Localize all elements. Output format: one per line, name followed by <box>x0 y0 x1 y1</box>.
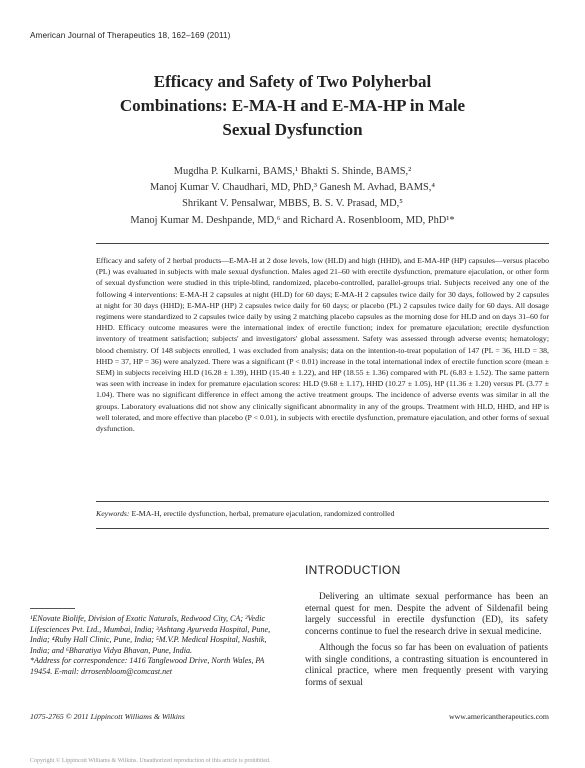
introduction-text <box>305 592 548 690</box>
author-line: Mugdha P. Kulkarni, BAMS,¹ Bhakti S. Shinde, BAMS,² <box>173 166 412 177</box>
section-heading: INTRODUCTION <box>305 563 401 577</box>
author-list <box>50 164 535 229</box>
affiliations-footnote <box>30 614 285 677</box>
footnote-rule <box>30 608 75 609</box>
intro-paragraph: Although the focus so far has been on evaluation of patients with single conditions, a contrasting situation is encountered in clinical practice, where men frequently present with varying forms of sexual <box>305 642 548 688</box>
download-notice: Copyright © Lippincott Williams & Wilkins. Unauthorized reproduction of this article is prohibited. <box>30 758 271 764</box>
abstract-bottom-rule <box>96 501 549 502</box>
copyright-footer: 1075-2765 © 2011 Lippincott Williams & Wilkins <box>30 712 185 721</box>
keywords-label: Keywords: <box>96 509 130 518</box>
author-line: Shrikant V. Pensalwar, MBBS, B. S. V. Prasad, MD,⁵ <box>182 198 403 210</box>
journal-website[interactable]: www.americantherapeutics.com <box>449 712 549 721</box>
correspondence: *Address for correspondence: 1416 Tanglewood Drive, North Wales, PA 19454. E-mail: drrosenbloom@comcast.net <box>30 656 265 676</box>
author-line: Manoj Kumar M. Deshpande, MD,⁶ and Richard A. Rosenbloom, MD, PhD¹* <box>130 214 455 226</box>
keywords <box>96 509 549 518</box>
journal-header: American Journal of Therapeutics 18, 162–169 (2011) <box>30 31 231 40</box>
title-line: Sexual Dysfunction <box>222 120 363 139</box>
affiliations: ¹ENovate Biolife, Division of Exotic Naturals, Redwood City, CA; ²Vedic Lifesciences Pvt. Ltd., Mumbai, India; ³Ashtang Ayurveda Hospital, Pune, India; ⁴Ruby Hall Clinic, Pune, India; ⁵M.V.P. Medical Hospital, Nashik, India; and ⁶Bharatiya Vidya Bhavan, Pune, India. <box>30 614 271 655</box>
abstract: Efficacy and safety of 2 herbal products—E-MA-H at 2 dose levels, low (HLD) and high (HHD), and E-MA-HP (HP) capsules—versus placebo (PL) was evaluated in subjects with male sexual dysfunction. Males aged 21–60 with erectile dysfunction, premature ejaculation, or other form of sexual dysfunction were studied in this triple-blind, randomized, placebo-controlled, parallel-groups trial. Subjects received any one of the following 4 interventions: E-MA-H 2 capsules at night (HLD) for 60 days; E-MA-H 2 capsules twice daily for 30 days, followed by 2 capsules at night for 30 days (HHD); E-MA-HP (HP) 2 capsules twice daily for 60 days; or placebo (PL) 2 capsules twice daily for 60 days. All dosage regimens were standardized to 2 capsules twice daily by using 2 matching placebo capsules as the morning dose for HLD and on days 31–60 for HHD. Efficacy outcome measures were the international index of erectile function; index for premature ejaculation; erectile dysfunction inventory of treatment satisfaction; subjects' and investigators' global assessment. Safety was assessed through adverse events; hematology; blood chemistry. Of 148 subjects enrolled, 1 was excluded from analysis; data on the intention-to-treat population of 147 (PL = 36, HLD = 38, HHD = 37, HP = 36) were analyzed. There was a significant (P < 0.01) increase in the total international index of erectile function score (mean ± SEM) in subjects receiving HLD (16.28 ± 1.39), HHD (15.40 ± 1.22), and HP (18.55 ± 1.36) compared with PL (6.83 ± 1.52). The same pattern was seen with increase in index for premature ejaculation scores: HLD (9.68 ± 1.17), HHD (10.27 ± 1.05), HP (11.36 ± 1.20) versus PL (3.77 ± 1.04). There was no significant difference in effect among the active treatment groups. The incidence of adverse events was similar in all the groups. Laboratory evaluations did not show any clinically significant abnormality in any of the groups. Treatment with HLD, HHD, and HP is well tolerated, and more effective than placebo (P < 0.01), in subjects with erectile dysfunction, premature ejaculation, and other forms of sexual dysfunction. <box>96 256 549 434</box>
title-line: Efficacy and Safety of Two Polyherbal <box>153 72 432 91</box>
title-line: Combinations: E-MA-H and E-MA-HP in Male <box>119 96 466 115</box>
author-line: Manoj Kumar V. Chaudhari, MD, PhD,³ Ganesh M. Avhad, BAMS,⁴ <box>150 182 435 194</box>
keywords-text: E-MA-H, erectile dysfunction, herbal, premature ejaculation, randomized controlled <box>131 509 395 518</box>
abstract-top-rule <box>96 243 549 244</box>
article-title <box>60 70 525 142</box>
intro-paragraph: Delivering an ultimate sexual performance has been an eternal quest for men. Despite the advent of Sildenafil being largely successful in erectile dysfunction (ED), its safety concerns continue to fuel the research drive in sexual medicine. <box>305 592 548 638</box>
keywords-rule <box>96 528 549 529</box>
